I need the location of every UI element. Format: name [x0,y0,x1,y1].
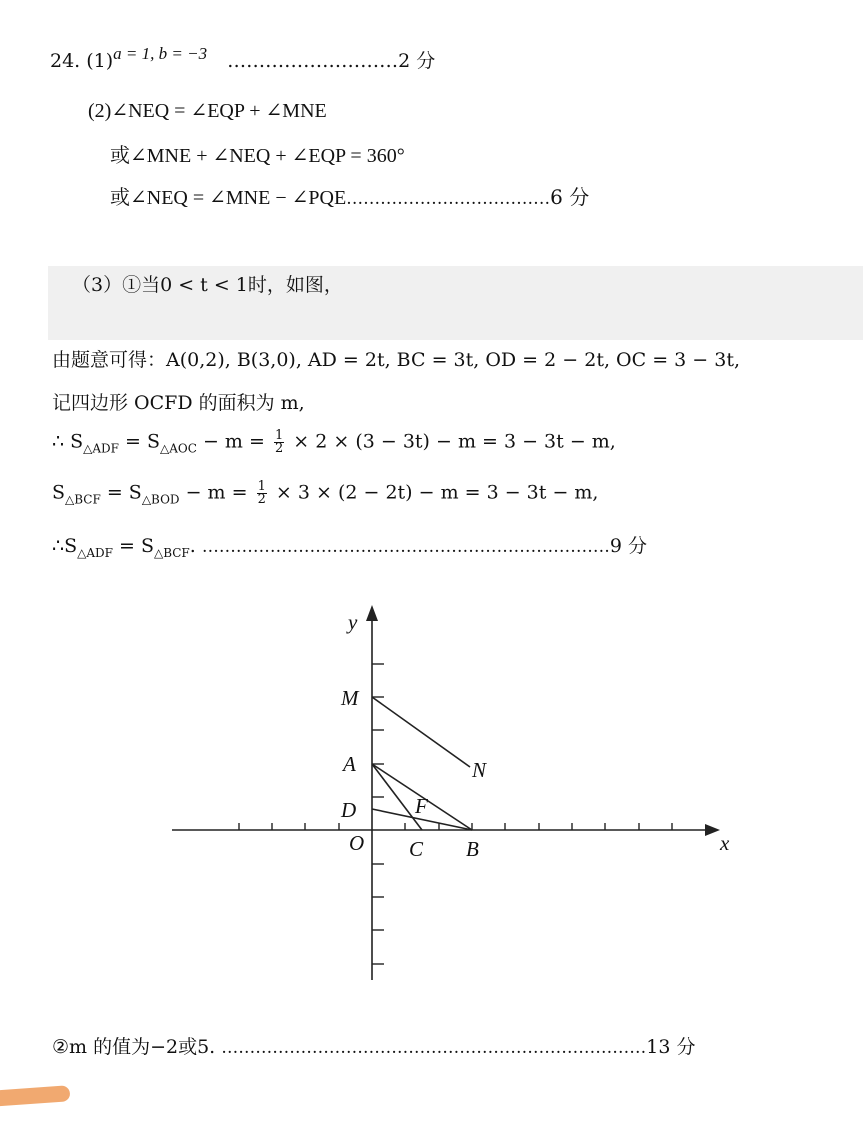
part4-dots: ………………………………………………………………… [221,1038,647,1058]
label-x: x [720,831,730,855]
y-axis-arrow [366,605,378,621]
line3-a: − m = [196,430,271,453]
line4-pre: S [52,481,66,504]
part2-line3-row [110,181,589,210]
orange-highlighter-mark [0,1085,70,1107]
label-B: B [466,837,479,861]
part2-score: 6 分 [550,185,590,209]
fraction-half-2 [257,481,267,506]
part1-dots: ……………………… [227,50,399,72]
part4-line [52,1032,696,1059]
part3-dots: ……………………………………………………………… [201,537,610,557]
part1-answer: a = 1, b = −3 [113,44,208,63]
label-A: A [343,752,356,776]
label-F: F [415,794,428,818]
part3-heading: （3）①当0 < t < 1时，如图， [72,274,343,296]
line5-pre: ∴S [52,535,78,557]
part4-text: ②m 的值为−2或5. [52,1036,216,1058]
part3-score: 9 分 [609,535,647,557]
label-O: O [349,831,365,855]
line3-pre: ∴ S [52,430,84,453]
line3-b: × 2 × (3 − 3t) − m = 3 − 3t − m, [287,430,616,453]
part2-dots: ……………………………… [346,189,551,209]
line3-sub1: △ADF [83,441,119,456]
frac-num-2: 1 [257,479,266,494]
frac-num: 1 [274,428,284,443]
frac-den-2: 2 [257,492,266,507]
line4-mid: = S [100,481,142,504]
line3-sub2: △AOC [160,441,197,456]
part1-line [50,46,435,73]
line5-sub1: △ADF [77,545,113,560]
part2-line3: 或∠NEQ = ∠MNE − ∠PQE [110,187,347,209]
segment-MN [372,697,470,767]
line4-sub1: △BCF [65,492,101,507]
fraction-half [274,430,284,455]
part3-line1: 由题意可得：A(0,2), B(3,0), AD = 2t, BC = 3t, OD = 2 − 2t, OC = 3 − 3t, [52,349,740,371]
line5-sub2: △BCF [153,545,190,560]
part4-score: 13 分 [646,1036,696,1058]
part3-line5 [52,531,647,560]
frac-den: 2 [274,441,284,456]
line5-mid: = S [112,535,154,557]
part3-line2: 记四边形 OCFD 的面积为 m, [52,392,305,414]
x-axis-arrow [705,824,720,836]
label-N: N [472,758,487,782]
part3-line3 [52,430,616,455]
label-y: y [348,610,358,634]
part3-line4 [52,481,598,506]
coordinate-figure [160,595,750,995]
label-C: C [409,837,424,861]
part1-score: 2 分 [398,50,436,72]
line4-sub2: △BOD [141,492,180,507]
part2-line1: (2)∠NEQ = ∠EQP + ∠MNE [88,100,327,122]
line5-end: . [189,535,196,557]
line4-a: − m = [179,481,254,504]
label-M: M [341,686,359,710]
y-ticks [372,664,384,964]
part1-label: 24. (1) [50,50,114,72]
line4-b: × 3 × (2 − 2t) − m = 3 − 3t − m, [269,481,599,504]
line3-mid: = S [119,430,161,453]
label-D: D [341,798,357,822]
part2-line2: 或∠MNE + ∠NEQ + ∠EQP = 360° [110,145,405,167]
